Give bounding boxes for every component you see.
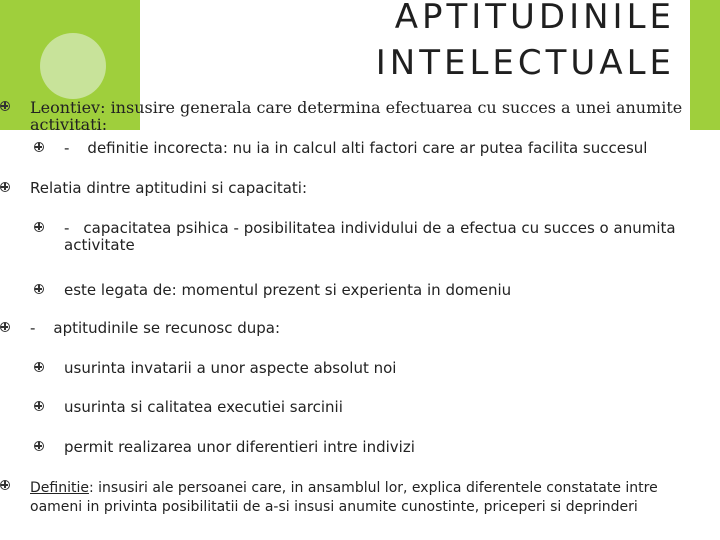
bullet-icon xyxy=(0,322,10,332)
list-item: usurinta si calitatea executiei sarcinii xyxy=(64,398,343,416)
decorative-circle xyxy=(40,33,106,99)
bullet-icon xyxy=(0,182,10,192)
bullet-icon xyxy=(34,142,44,152)
list-item: permit realizarea unor diferentieri intre indivizi xyxy=(64,438,415,456)
list-item: este legata de: momentul prezent si experienta in domeniu xyxy=(64,281,512,299)
bullet-icon xyxy=(34,401,44,411)
list-item: Leontiev: insusire generala care determina efectuarea cu succes a unei anumite activitati: xyxy=(30,98,683,134)
title-line-1: APTITUDINILE xyxy=(394,0,675,37)
bullet-icon xyxy=(0,101,10,111)
definition-item: Definitie: insusiri ale persoanei care, in ansamblul lor, explica diferentele constatate intre oameni in privinta posibilitatii de a-si insusi anumite cunostinte, priceperi si deprinderi xyxy=(30,480,658,515)
bullet-icon xyxy=(34,284,44,294)
definition-label: Definitie xyxy=(30,480,89,496)
list-item: - definitie incorecta: nu ia in calcul alti factori care ar putea facilita succesul xyxy=(64,139,648,157)
slide-title xyxy=(376,0,675,86)
bullet-icon xyxy=(0,480,10,490)
list-item: Relatia dintre aptitudini si capacitati: xyxy=(30,179,308,197)
bullet-icon xyxy=(34,222,44,232)
list-item: - aptitudinile se recunosc dupa: xyxy=(30,319,281,337)
list-item: - capacitatea psihica - posibilitatea individului de a efectua cu succes o anumita activitate xyxy=(64,219,676,254)
bullet-icon xyxy=(34,362,44,372)
title-line-2: INTELECTUALE xyxy=(375,43,675,83)
list-item: usurinta invatarii a unor aspecte absolut noi xyxy=(64,359,397,377)
bullet-icon xyxy=(34,441,44,451)
